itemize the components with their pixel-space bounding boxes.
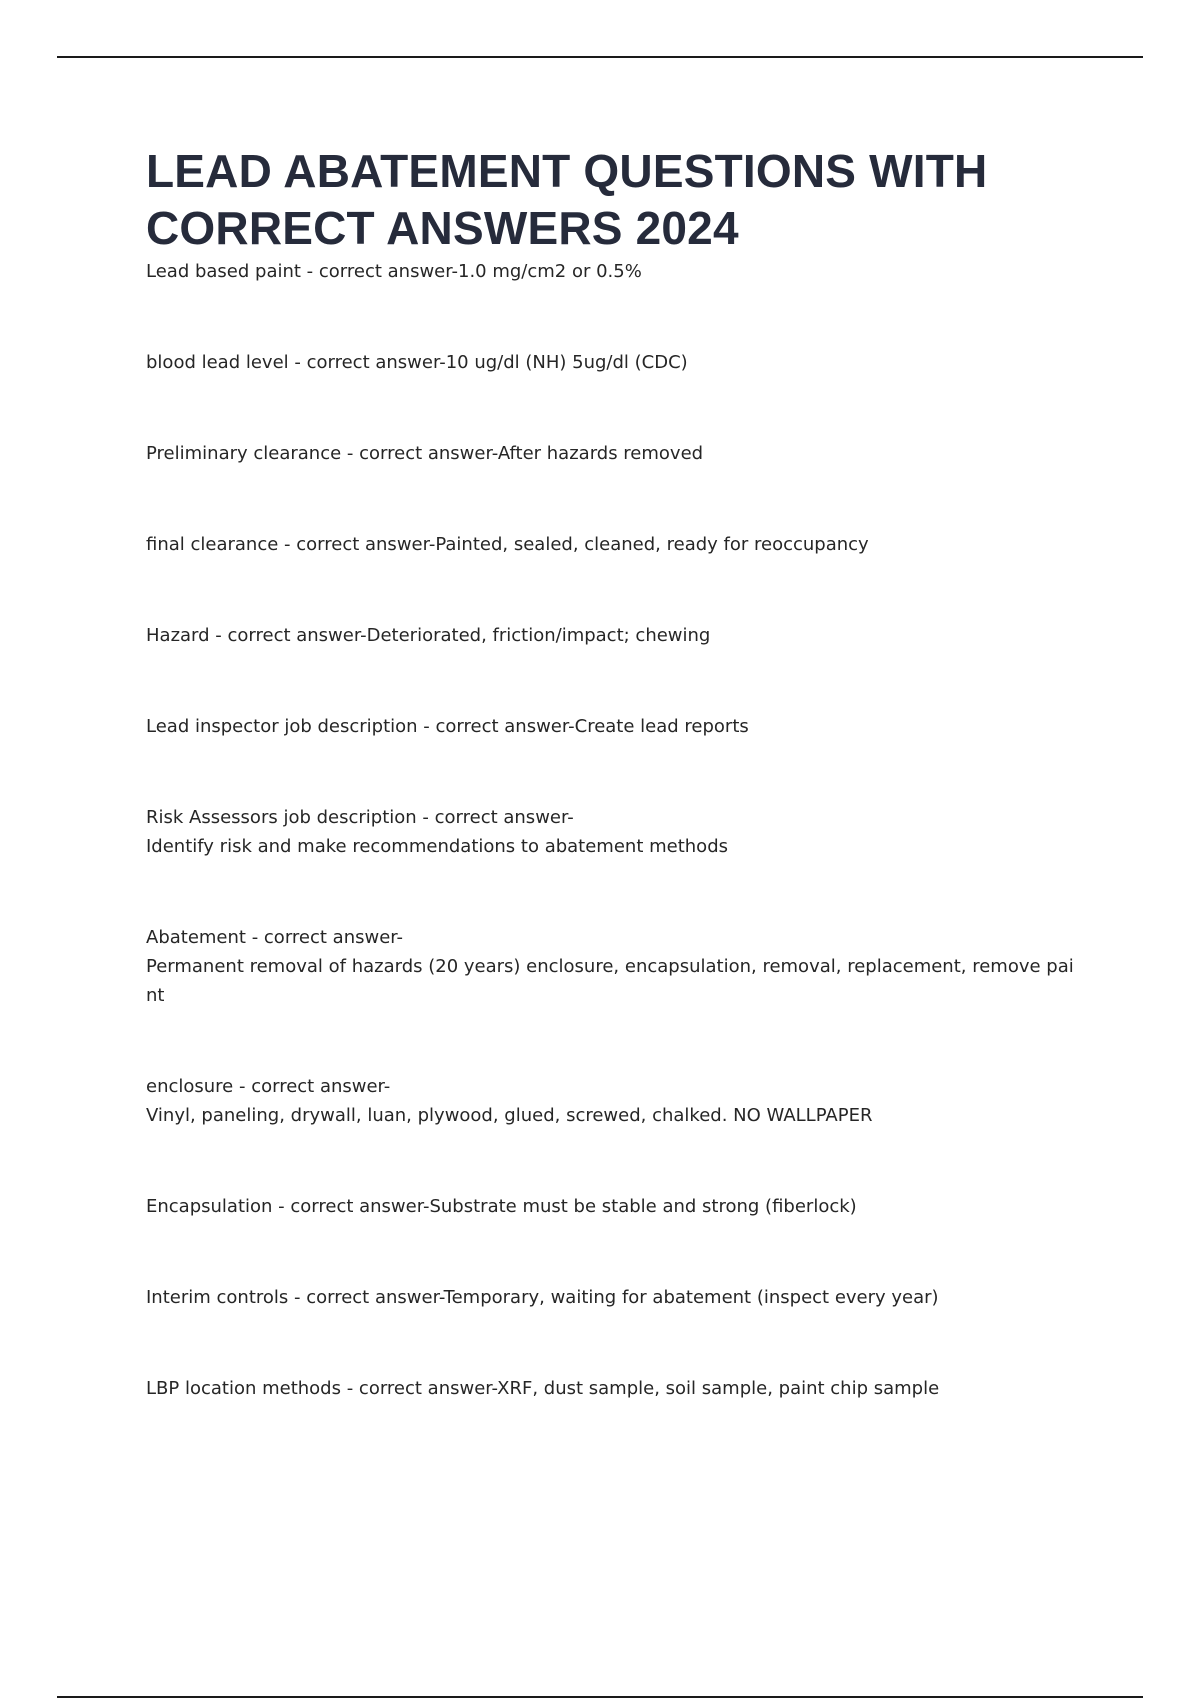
qa-entry: blood lead level - correct answer-10 ug/dl (NH) 5ug/dl (CDC)	[146, 352, 688, 373]
qa-list	[146, 257, 1086, 1465]
qa-entry: Encapsulation - correct answer-Substrate must be stable and strong (fiberlock)	[146, 1196, 857, 1217]
qa-entry: final clearance - correct answer-Painted, sealed, cleaned, ready for reoccupancy	[146, 534, 869, 555]
qa-entry: Preliminary clearance - correct answer-After hazards removed	[146, 443, 704, 464]
qa-entry: LBP location methods - correct answer-XRF, dust sample, soil sample, paint chip sample	[146, 1378, 940, 1399]
qa-entry: Abatement - correct answer- Permanent removal of hazards (20 years) enclosure, encapsulation, removal, replacement, remove pai nt	[146, 927, 1074, 1006]
qa-entry: Lead based paint - correct answer-1.0 mg/cm2 or 0.5%	[146, 261, 642, 282]
qa-entry: Interim controls - correct answer-Temporary, waiting for abatement (inspect every year)	[146, 1287, 939, 1308]
footer-divider	[57, 1696, 1143, 1698]
document-title: LEAD ABATEMENT QUESTIONS WITH CORRECT ANSWERS 2024	[146, 145, 988, 254]
qa-entry: Risk Assessors job description - correct answer- Identify risk and make recommendations to abatement methods	[146, 807, 728, 857]
qa-entry: Lead inspector job description - correct answer-Create lead reports	[146, 716, 749, 737]
header-divider	[57, 56, 1143, 58]
qa-entry: Hazard - correct answer-Deteriorated, friction/impact; chewing	[146, 625, 711, 646]
qa-entry: enclosure - correct answer- Vinyl, paneling, drywall, luan, plywood, glued, screwed, chalked. NO WALLPAPER	[146, 1076, 873, 1126]
